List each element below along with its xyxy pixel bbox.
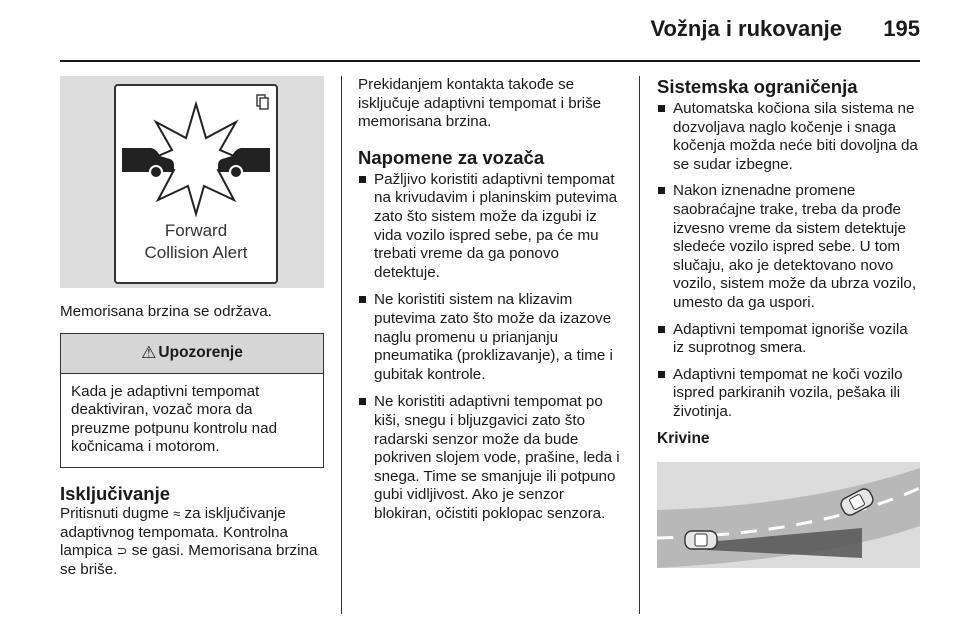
list-item: Ne koristiti adaptivni tempomat po kiši, snegu i bljuzgavici zato što radarski senzor može da bude pokriven slojem vode, prašine, leda i snega. Time se smanjuje ili potpuno gubi vidljivost. Ako je senzor blokiran, očistiti poklopac senzora. xyxy=(358,393,624,523)
fca-label-line2: Collision Alert xyxy=(144,243,248,262)
section-heading-ogranicenja: Sistemska ograničenja xyxy=(657,76,858,97)
column-divider-1 xyxy=(341,76,342,614)
fca-label-line1: Forward xyxy=(164,221,228,240)
section-heading-iskljucivanje: Isključivanje xyxy=(60,482,171,504)
collision-star-icon xyxy=(116,86,276,282)
curve-illustration xyxy=(657,462,920,568)
own-car-icon xyxy=(685,531,717,549)
figure-caption: Memorisana brzina se održava. xyxy=(60,303,272,320)
warning-title: Upozorenje xyxy=(158,343,243,361)
list-item: Adaptivni tempomat ignoriše vozila iz suprotnog smera. xyxy=(657,321,920,358)
list-item: Adaptivni tempomat ne koči vozilo ispred parkiranih vozila, pešaka ili životinja. xyxy=(657,366,920,422)
curve-road-illustration xyxy=(657,462,920,568)
list-item: Pažljivo koristiti adaptivni tempomat na krivudavim i planinskim putevima zato što sistem može da izgubi iz vida vozilo ispred sebe, pa će mu trebati vreme da ga ponovo detektuje. xyxy=(358,171,624,283)
list-item: Ne koristiti sistem na klizavim putevima zato što može da izazove naglu promenu u prianjanju pneumatika (proklizavanje), a time i gubitak kontrole. xyxy=(358,291,624,384)
warning-body: Kada je adaptivni tempomat deaktiviran, vozač mora da preuzme potpunu kontrolu nad kočnicama i motorom. xyxy=(71,382,278,456)
cruise-control-button-icon: ≈ xyxy=(173,505,181,521)
section-heading-napomene: Napomene za vozača xyxy=(358,146,545,168)
warning-box xyxy=(60,333,324,468)
column-2 xyxy=(358,76,624,532)
system-limits-list xyxy=(657,100,920,422)
column-3 xyxy=(657,76,920,568)
list-item: Nakon iznenadne promene saobraćajne trake, treba da prođe izvesno vreme da sistem detektuje sledeće vozilo ispred sebe. U tom slučaju, ako je detektovano novo vozilo, sistem može da ubrza vozilo, umesto da ga uspori. xyxy=(657,182,920,312)
header-rule xyxy=(60,60,920,62)
cruise-indicator-lamp-icon: ⊃ xyxy=(116,543,128,559)
forward-collision-alert-figure xyxy=(60,76,324,288)
warning-header xyxy=(61,334,323,374)
page-number: 195 xyxy=(883,16,920,41)
list-item: Automatska kočiona sila sistema ne dozvoljava naglo kočenje i snaga kočenja možda neće biti dovoljna da se sudar izbegne. xyxy=(657,100,920,174)
driver-notes-list xyxy=(358,171,624,524)
collision-alert-display xyxy=(114,84,278,284)
warning-triangle-icon: ⚠ xyxy=(141,342,157,362)
iskljucivanje-text: Pritisnuti dugme ≈ za isključivanje adaptivnog tempomata. Kontrolna lampica ⊃ se gasi. Memorisana brzina se briše. xyxy=(60,504,318,578)
book-reference-icon xyxy=(257,95,268,109)
subheading-krivine: Krivine xyxy=(657,429,710,447)
column-1 xyxy=(60,76,324,579)
ignition-off-paragraph: Prekidanjem kontakta takođe se isključuje adaptivni tempomat i briše memorisana brzina. xyxy=(358,76,602,131)
column-divider-2 xyxy=(639,76,640,614)
chapter-title: Vožnja i rukovanje xyxy=(650,16,842,41)
